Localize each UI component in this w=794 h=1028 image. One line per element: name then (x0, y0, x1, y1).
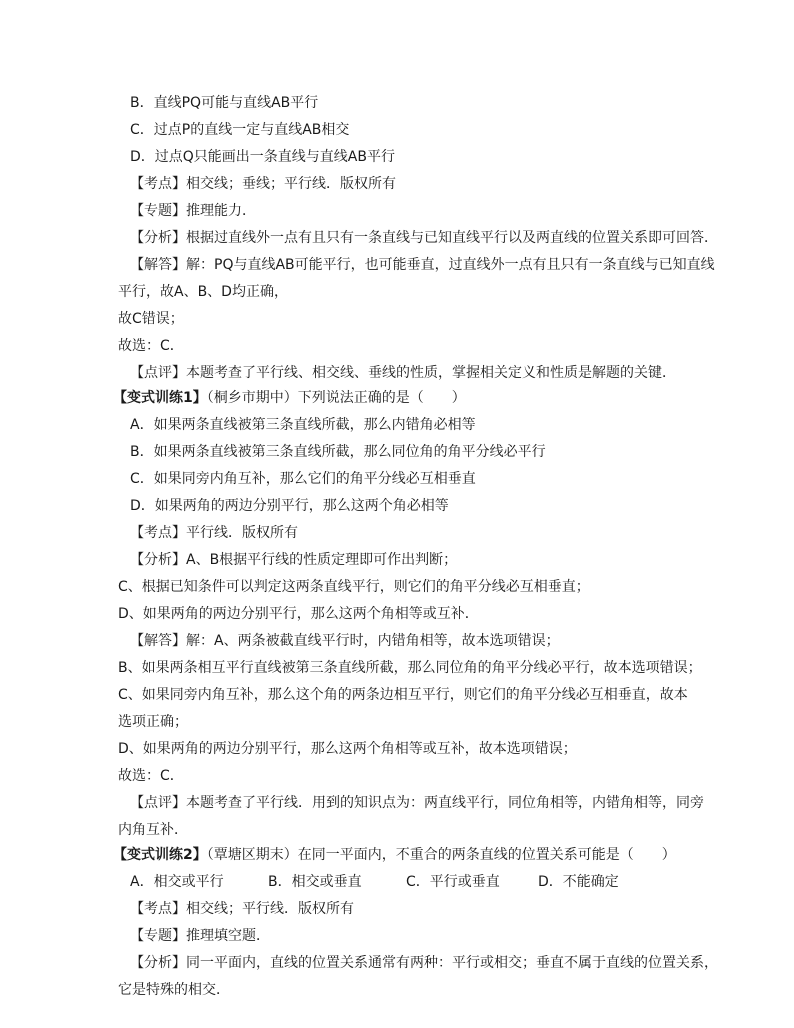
question-title-line (113, 389, 466, 407)
dianping-line (130, 364, 676, 382)
question-text: （桐乡市期中）下列说法正确的是（ ） (206, 390, 466, 406)
dianping-text-1: 本题考查了平行线．用到的知识点为：两直线平行，同位角相等，内错角相等，同旁 (186, 795, 704, 811)
fenxi-line (130, 551, 457, 569)
dianping-text: 本题考查了平行线、相交线、垂线的性质，掌握相关定义和性质是解题的关键． (186, 365, 676, 381)
fenxi-text: 根据过直线外一点有且只有一条直线与已知直线平行以及两直线的位置关系即可回答． (186, 230, 718, 246)
kaodian-tag: 【考点】 (130, 525, 186, 541)
jieda-text-2: 平行，故A、B、D均正确， (118, 284, 288, 300)
option-a: A．如果两条直线被第三条直线所截，那么内错角必相等 (130, 417, 476, 433)
dianping-line (130, 794, 704, 812)
fenxi-line (130, 954, 718, 972)
zhuanti-tag: 【专题】 (130, 928, 186, 944)
dianping-tag: 【点评】 (130, 365, 186, 381)
jieda-text-5: D、如果两角的两边分别平行，那么这两个角相等或互补，故本选项错误； (118, 741, 577, 757)
zhuanti-line (130, 202, 256, 220)
kaodian-text: 平行线．版权所有 (186, 525, 298, 541)
fenxi-tag: 【分析】 (130, 230, 186, 246)
kaodian-line (130, 900, 354, 918)
kaodian-tag: 【考点】 (130, 901, 186, 917)
kaodian-text: 相交线；垂线；平行线．版权所有 (186, 176, 396, 192)
jieda-line (130, 632, 560, 650)
option-c: C．平行或垂直 (406, 874, 500, 890)
kaodian-line (130, 175, 396, 193)
jieda-text-4: 故选：C． (118, 338, 184, 354)
option-b: B．直线PQ可能与直线AB平行 (130, 95, 319, 111)
question-tag: 【变式训练2】 (113, 847, 207, 863)
jieda-text-4: 选项正确； (118, 714, 188, 730)
option-d: D．过点Q只能画出一条直线与直线AB平行 (130, 149, 395, 165)
question-text: （覃塘区期末）在同一平面内，不重合的两条直线的位置关系可能是（ ） (206, 847, 676, 863)
fenxi-text-2: 它是特殊的相交． (118, 982, 230, 998)
kaodian-tag: 【考点】 (130, 176, 186, 192)
jieda-tag: 【解答】 (130, 633, 186, 649)
jieda-text-1: 解：A、两条被截直线平行时，内错角相等，故本选项错误； (186, 633, 560, 649)
jieda-text-1: 解：PQ与直线AB可能平行，也可能垂直，过直线外一点有且只有一条直线与已知直线 (186, 257, 715, 273)
fenxi-text-1: 同一平面内，直线的位置关系通常有两种：平行或相交；垂直不属于直线的位置关系， (186, 955, 718, 971)
jieda-text-2: B、如果两条相互平行直线被第三条直线所截，那么同位角的角平分线必平行，故本选项错误； (118, 660, 702, 676)
options-row (130, 873, 619, 891)
zhuanti-tag: 【专题】 (130, 203, 186, 219)
option-c: C．过点P的直线一定与直线AB相交 (130, 122, 350, 138)
zhuanti-line (130, 927, 270, 945)
question-tag: 【变式训练1】 (113, 390, 207, 406)
jieda-line (130, 256, 715, 274)
option-b: B．如果两条直线被第三条直线所截，那么同位角的角平分线必平行 (130, 444, 546, 460)
fenxi-text-1: A、B根据平行线的性质定理即可作出判断； (186, 552, 458, 568)
fenxi-text-3: D、如果两角的两边分别平行，那么这两个角相等或互补． (118, 606, 479, 622)
fenxi-tag: 【分析】 (130, 552, 186, 568)
jieda-text-3: C、如果同旁内角互补，那么这个角的两条边相互平行，则它们的角平分线必互相垂直，故本 (118, 687, 688, 703)
option-d: D．如果两角的两边分别平行，那么这两个角必相等 (130, 498, 449, 514)
option-d: D．不能确定 (538, 874, 619, 890)
jieda-text-3: 故C错误； (118, 311, 184, 327)
option-b: B．相交或垂直 (268, 874, 362, 890)
question-title-line (113, 846, 676, 864)
option-c: C．如果同旁内角互补，那么它们的角平分线必互相垂直 (130, 471, 476, 487)
fenxi-text-2: C、根据已知条件可以判定这两条直线平行，则它们的角平分线必互相垂直； (118, 579, 590, 595)
fenxi-tag: 【分析】 (130, 955, 186, 971)
kaodian-text: 相交线；平行线．版权所有 (186, 901, 354, 917)
fenxi-line (130, 229, 718, 247)
dianping-text-2: 内角互补． (118, 822, 188, 838)
dianping-tag: 【点评】 (130, 795, 186, 811)
jieda-text-6: 故选：C． (118, 768, 184, 784)
zhuanti-text: 推理填空题． (186, 928, 270, 944)
jieda-tag: 【解答】 (130, 257, 186, 273)
zhuanti-text: 推理能力． (186, 203, 256, 219)
kaodian-line (130, 524, 298, 542)
option-a: A．相交或平行 (130, 874, 224, 890)
